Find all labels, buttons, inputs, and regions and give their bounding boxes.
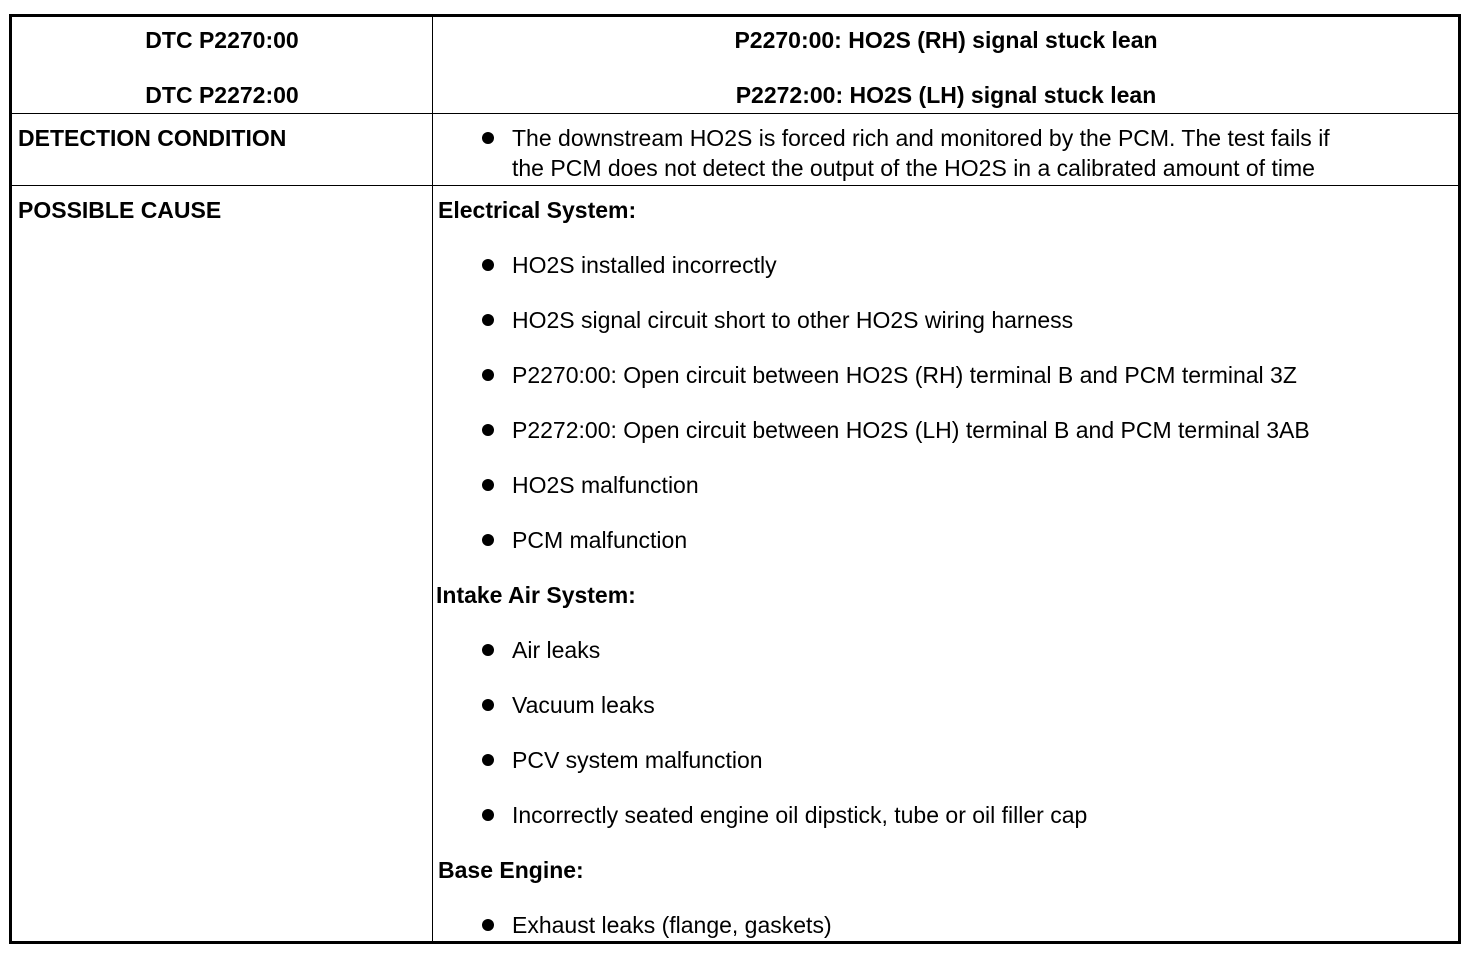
cause-item: Exhaust leaks (flange, gaskets)	[512, 912, 832, 938]
dtc-table	[9, 14, 1461, 944]
cause-item: HO2S malfunction	[512, 472, 699, 498]
possible-cause-label: POSSIBLE CAUSE	[18, 197, 222, 223]
bullet-icon	[482, 259, 494, 271]
row-divider-1	[12, 113, 1458, 114]
cause-item: P2270:00: Open circuit between HO2S (RH) terminal B and PCM terminal 3Z	[512, 362, 1297, 388]
bullet-icon	[482, 809, 494, 821]
dtc-description-2: P2272:00: HO2S (LH) signal stuck lean	[735, 82, 1157, 108]
bullet-icon	[482, 479, 494, 491]
detection-condition-label: DETECTION CONDITION	[18, 125, 287, 151]
cause-item: PCM malfunction	[512, 527, 688, 553]
cause-item: Incorrectly seated engine oil dipstick, tube or oil filler cap	[512, 802, 1088, 828]
cause-item: P2272:00: Open circuit between HO2S (LH) terminal B and PCM terminal 3AB	[512, 417, 1310, 443]
bullet-icon	[482, 644, 494, 656]
bullet-icon	[482, 699, 494, 711]
cause-item: HO2S signal circuit short to other HO2S wiring harness	[512, 307, 1074, 333]
bullet-icon	[482, 534, 494, 546]
cause-item: Vacuum leaks	[512, 692, 655, 718]
cause-item: HO2S installed incorrectly	[512, 252, 777, 278]
row-divider-2	[12, 185, 1458, 186]
detection-condition-line-2: the PCM does not detect the output of the HO2S in a calibrated amount of time	[512, 155, 1315, 181]
section-title-intake-air: Intake Air System:	[436, 582, 636, 608]
bullet-icon	[482, 754, 494, 766]
column-divider	[432, 17, 433, 941]
cause-item: PCV system malfunction	[512, 747, 763, 773]
bullet-icon	[482, 314, 494, 326]
detection-condition-line-1: The downstream HO2S is forced rich and monitored by the PCM. The test fails if	[512, 125, 1330, 151]
dtc-description-1: P2270:00: HO2S (RH) signal stuck lean	[734, 27, 1158, 53]
dtc-code-2: DTC P2272:00	[145, 82, 299, 108]
bullet-icon	[482, 369, 494, 381]
dtc-code-1: DTC P2270:00	[145, 27, 299, 53]
cause-item: Air leaks	[512, 637, 601, 663]
section-title-electrical: Electrical System:	[438, 197, 637, 223]
section-title-base-engine: Base Engine:	[438, 857, 584, 883]
bullet-icon	[482, 132, 494, 144]
bullet-icon	[482, 919, 494, 931]
bullet-icon	[482, 424, 494, 436]
